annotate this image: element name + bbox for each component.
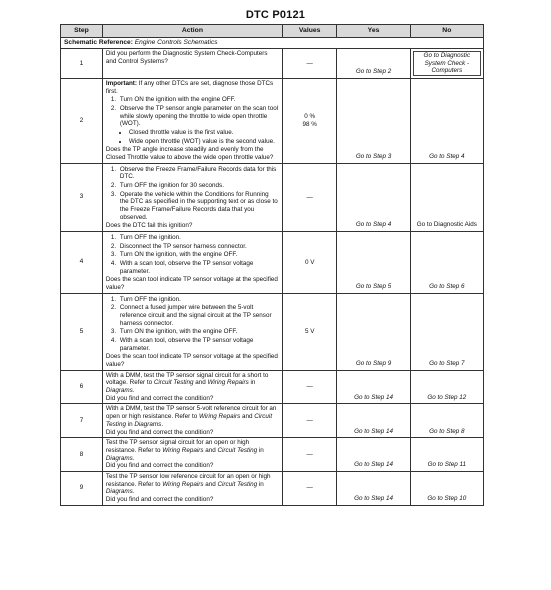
value-cell: [282, 78, 336, 163]
list-item: 1. Turn ON the ignition with the engine OFF.: [118, 96, 279, 104]
bullet-item: • Wide open throttle (WOT) value is the second value.: [129, 138, 279, 146]
list-item: 2. Turn OFF the ignition for 30 seconds.: [118, 182, 279, 190]
action-cell: [102, 49, 282, 79]
action-question: Does the DTC fail this ignition?: [105, 222, 193, 230]
value-line: 98 %: [302, 120, 317, 128]
reference-link[interactable]: Diagrams: [105, 454, 133, 462]
list-item: 1. Turn OFF the ignition.: [118, 296, 279, 304]
header-no: No: [410, 25, 483, 38]
step-number: 8: [61, 438, 103, 472]
step-number: 4: [61, 232, 103, 294]
yes-link[interactable]: Go to Step 4: [355, 221, 392, 229]
no-link[interactable]: Go to Step 6: [429, 283, 465, 291]
action-text: Test the TP sensor low reference circuit for an open or high resistance. Refer to Wiring Repairs and Circuit Testing in Diagrams.: [105, 472, 271, 496]
no-link[interactable]: Go to Step 10: [427, 494, 467, 502]
action-steps: [106, 166, 279, 222]
no-link[interactable]: Go to Step 12: [427, 393, 467, 401]
yes-link[interactable]: Go to Step 14: [354, 427, 393, 435]
yes-link[interactable]: Go to Step 3: [355, 153, 392, 160]
action-question: Did you find and correct the condition?: [105, 462, 214, 470]
yes-link[interactable]: Go to Step 5: [355, 283, 392, 291]
action-steps: [106, 96, 279, 145]
bullet-item: • Closed throttle value is the first value.: [129, 129, 279, 137]
list-item: 2. Disconnect the TP sensor harness connector.: [118, 243, 279, 251]
page-title: DTC P0121: [245, 9, 306, 21]
action-question: Did you perform the Diagnostic System Check-Computers and Control Systems?: [105, 50, 268, 65]
reference-link[interactable]: Wiring Repairs: [198, 413, 241, 421]
value-cell: 5 V: [282, 293, 336, 370]
yes-link[interactable]: Go to Step 9: [355, 360, 392, 368]
action-text: With a DMM, test the TP sensor 5-volt reference circuit for an open or high resistance. Refer to Wiring Repairs and Circuit Testing in Diagrams.: [105, 405, 277, 428]
reference-link[interactable]: Diagrams: [134, 420, 162, 428]
action-steps: [106, 296, 279, 353]
list-item: 1. Observe the Freeze Frame/Failure Records data for this DTC.: [118, 166, 279, 181]
step-number: 2: [61, 78, 103, 163]
table-row: [61, 78, 484, 163]
value-line: 0 %: [304, 113, 316, 121]
action-question: Did you find and correct the condition?: [105, 495, 214, 503]
table-row: [61, 471, 484, 505]
list-item: 2. Connect a fused jumper wire between the 5-volt reference circuit and the signal circuit at the TP sensor harness connector.: [118, 304, 279, 327]
header-action: Action: [102, 25, 282, 38]
list-item: 3. Operate the vehicle within the Conditions for Running the DTC as specified in the supporting text or as close to the Freeze Frame/Failure Records data that you observed.: [118, 191, 279, 222]
value-cell: —: [282, 438, 336, 472]
no-link[interactable]: Go to Step 8: [429, 427, 465, 435]
yes-link[interactable]: Go to Step 14: [354, 494, 393, 502]
action-cell: [102, 404, 282, 438]
action-cell: [102, 293, 282, 370]
table-row: [61, 404, 484, 438]
step-number: 1: [61, 49, 103, 79]
reference-link[interactable]: Circuit Testing: [105, 413, 273, 428]
value-cell: —: [282, 370, 336, 404]
action-cell: [102, 232, 282, 294]
action-text: With a DMM, test the TP sensor signal circuit for a short to voltage. Refer to Circuit Testing and Wiring Repairs in Diagrams.: [105, 371, 269, 395]
diagnostic-table: [60, 24, 484, 506]
table-row: [61, 163, 484, 231]
action-cell: [102, 163, 282, 231]
action-question: Does the scan tool indicate TP sensor voltage at the specified value?: [105, 353, 278, 369]
action-cell: [102, 471, 282, 505]
table-row: [61, 438, 484, 472]
step-number: 7: [61, 404, 103, 438]
no-link[interactable]: Go to Step 11: [427, 461, 467, 469]
list-item: 1. Turn OFF the ignition.: [118, 234, 279, 242]
action-question: Does the TP angle increase steadily and evenly from the Closed Throttle value to above the wide open throttle value?: [105, 146, 274, 161]
table-row: [61, 232, 484, 294]
important-text: If any other DTCs are set, diagnose those DTCs first.: [105, 79, 274, 95]
reference-link[interactable]: Diagrams: [105, 387, 133, 395]
value-cell: —: [282, 49, 336, 79]
header-step: Step: [61, 25, 103, 38]
list-item: 3. Turn ON the ignition, with the engine OFF.: [118, 251, 279, 259]
no-link[interactable]: Go to Step 7: [429, 360, 465, 368]
schematic-reference-link[interactable]: Engine Controls Schematics: [134, 39, 218, 47]
action-text: Test the TP sensor signal circuit for an open or high resistance. Refer to Wiring Repairs and Circuit Testing in Diagrams.: [105, 439, 264, 462]
list-item: 4. With a scan tool, observe the TP sensor voltage parameter.: [118, 260, 279, 275]
value-cell: —: [282, 471, 336, 505]
value-cell: —: [282, 404, 336, 438]
list-item: 4. With a scan tool, observe the TP sensor voltage parameter.: [118, 337, 279, 352]
table-header-row: [61, 25, 484, 38]
value-cell: —: [282, 163, 336, 231]
yes-link[interactable]: Go to Step 14: [354, 393, 393, 401]
header-values: Values: [282, 25, 336, 38]
no-link[interactable]: Go to Diagnostic Aids: [416, 221, 477, 229]
step-number: 6: [61, 370, 103, 404]
no-link[interactable]: Go to Step 4: [429, 153, 465, 160]
action-question: Does the scan tool indicate TP sensor voltage at the specified value?: [105, 276, 278, 292]
list-item: 3. Turn ON the ignition, with the engine OFF.: [118, 328, 279, 336]
yes-link[interactable]: Go to Step 14: [354, 461, 393, 469]
reference-link[interactable]: Circuit Testing: [153, 379, 194, 387]
reference-link[interactable]: Circuit Testing: [217, 480, 258, 488]
no-link[interactable]: Go to Diagnostic System Check - Computers: [413, 51, 481, 76]
value-cell: 0 V: [282, 232, 336, 294]
action-question: Did you find and correct the condition?: [105, 394, 214, 402]
reference-link[interactable]: Wiring Repairs: [207, 379, 249, 387]
schematic-label: Schematic Reference:: [64, 39, 133, 47]
yes-link[interactable]: Go to Step 2: [355, 68, 392, 76]
step-number: 3: [61, 163, 103, 231]
action-steps: [106, 234, 279, 275]
schematic-reference-row: [61, 38, 484, 49]
step-number: 5: [61, 293, 103, 370]
action-cell: [102, 78, 282, 163]
reference-link[interactable]: Wiring Repairs: [162, 480, 204, 488]
important-label: Important:: [105, 79, 138, 87]
bullet-list: [120, 129, 279, 145]
reference-link[interactable]: Circuit Testing: [217, 446, 258, 454]
reference-link[interactable]: Diagrams: [105, 488, 133, 496]
table-row: [61, 293, 484, 370]
action-cell: [102, 370, 282, 404]
action-cell: [102, 438, 282, 472]
reference-link[interactable]: Wiring Repairs: [162, 446, 204, 454]
table-row: [61, 49, 484, 79]
header-yes: Yes: [337, 25, 410, 38]
list-item: 2. Observe the TP sensor angle parameter on the scan tool while slowly opening the throttle to wide open throttle (WOT). • Closed throttle value is the first value. • Wide open throttle (WOT) value is the second value.: [118, 105, 279, 145]
table-row: [61, 370, 484, 404]
step-number: 9: [61, 471, 103, 505]
action-question: Did you find and correct the condition?: [105, 428, 214, 436]
